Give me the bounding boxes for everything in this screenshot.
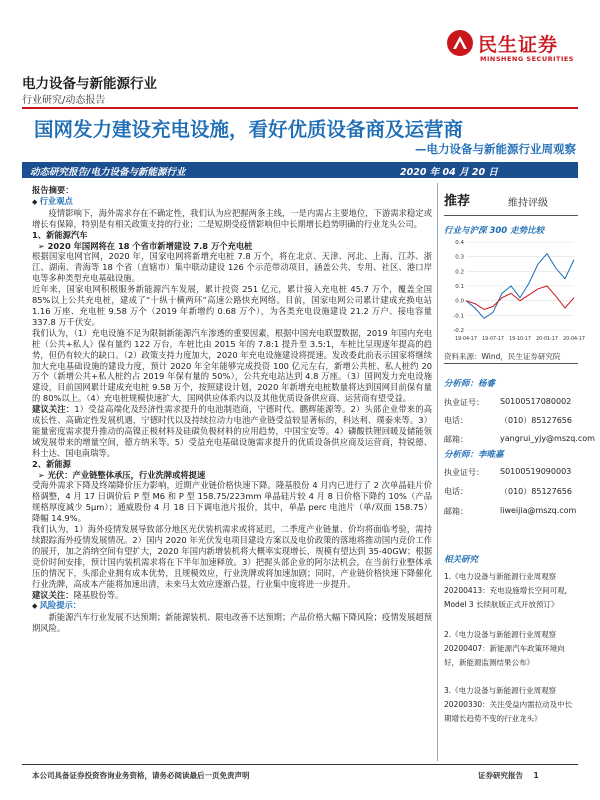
analyst-1-tel: 电话： （010）85127656 (444, 416, 572, 425)
chart-x-ticks (455, 336, 585, 342)
divider (444, 363, 578, 364)
analyst-2-title: 分析师：李唯嘉 (444, 450, 504, 460)
pv-paragraph-1: 受海外需求下降及终端降价压力影响，近期产业链价格快速下降。隆基股份 4 月内已进行了 2 次单晶硅片价格调整，4 月 17 日调价后 P 型 M6 和 P 型 158.75/223mm 单晶硅片较 4 月 8 日价格下降约 10%（产品规格厚度减少 5μm）；通威股份 4 月 18 日下调电池片报价，其中，单晶 perc 电池片（单/双面 158.75）降幅 14.9%。 (32, 480, 432, 524)
report-subtitle: —电力设备与新能源行业周观察 (415, 142, 576, 156)
band-date: 2020 年 04 月 20 日 (400, 167, 498, 178)
chart-x-tick-label: 19-10-17 (509, 337, 531, 342)
column-divider (437, 183, 438, 761)
industry-view-text: 疫情影响下，海外需求存在不确定性，我们认为应把握两条主线，一是内需占主要地位，下游需求稳定或增长有保障，特别是有相关政策支持的行业；二是短期受疫情影响但中长期增长趋势明确的行业龙头公司。 (32, 207, 432, 229)
pv-bullet: ➢ 光伏：产业链整体承压，行业洗牌或将提速 (37, 469, 206, 480)
divider (444, 215, 578, 216)
brand-name-en: MINSHENG SECURITIES (480, 55, 574, 63)
chart-y-tick-label: 0.1 (455, 284, 464, 290)
chart-y-ticks (453, 240, 464, 334)
minsheng-logo-icon (446, 29, 474, 57)
band-category: 动态研究报告/电力设备与新能源行业 (30, 167, 186, 178)
ev-paragraph-2: 近年来，国家电网积极服务新能源汽车发展，累计投资 251 亿元，累计接入充电桩 45.7 万个，覆盖全国 85%以上公共充电桩，建成了“十纵十横两环”高速公路快充网络。目前，国家电网公司累计建成充换电站 1.16 万座、充电桩 9.58 万个（2019 年新增约 0.68 万个），为各类充电设施建设 21.2 万户、接电容量 337.8 万千伏安。 (32, 284, 432, 327)
ev-paragraph-1: 根据国家电网官网，2020 年，国家电网将新增充电桩 7.8 万个，将在北京、天津、河北、上海、江苏、浙江、湖南、青海等 18 个省（直辖市）集中联动建设 126 个示范带动项目，涵盖公共、专用、社区、港口岸电等多种类型充电基础设施。 (32, 251, 432, 284)
industry-view-heading: ◆ 行业观点 (32, 195, 73, 206)
section-newenergy-heading: 2、新能源 (32, 458, 71, 469)
analyst-2-tel: 电话： （010）85127656 (444, 487, 572, 496)
trend-chart (444, 238, 585, 346)
brand-name-cn: 民生证券 (478, 34, 559, 56)
related-research-title: 相关研究 (444, 555, 479, 565)
arrow-bullet-icon: ➢ (37, 240, 48, 251)
chart-y-tick-label: 0.4 (455, 240, 464, 246)
risk-heading: ◆ 风险提示： (32, 600, 82, 611)
ev-recommend: 建议关注：1）受益高端化及经济性需求提升的电池制造商，宁德时代、鹏辉能源等。2）头部企业带来的高成长性、高确定性发展机遇，宁德时代以及持续拉动力电池产业链受益较显著标的，科达利、璞泰来等。3）能量密度需求提升推动的高镍正极材料及硅碳负极材料的应用趋势，中国宝安等。4）磷酸铁锂回暖及储能领域发展带来的增量空间，德方纳米等。5）受益充电基础设施需求提升的优质设备供应商及运营商，特锐德、科士达、国电南瑞等。 (32, 404, 432, 458)
arrow-bullet-icon: ➢ (37, 469, 48, 480)
recommendation: 推荐 (444, 194, 471, 209)
related-item-3[interactable]: 3.《电力设备与新能源行业周观察 20200330：关注受益内需拉动及中长期增长趋势不变的行业龙头》 (444, 686, 573, 723)
analyst-1-title: 分析师：杨睿 (444, 379, 496, 389)
chart-title: 行业与沪深 300 走势比较 (444, 226, 545, 236)
ev-bullet: ➢ 2020 年国网将在 18 个省市新增建设 7.8 万个充电桩 (37, 240, 253, 251)
analyst-1-email[interactable]: 邮箱： yangrui_yjy@mszq.com (444, 434, 595, 444)
analyst-2-cert: 执业证号： S0100519090003 (444, 467, 572, 477)
report-title: 国网发力建设充电设施，看好优质设备商及运营商 (34, 118, 464, 141)
footer-label: 证券研究报告 1 (478, 771, 539, 780)
ev-paragraph-3: 我们认为，（1）充电设施不足为限制新能源汽车渗透的重要因素，根据中国充电联盟数据，2019 年国内充电桩（公共+私人）保有量约 122 万台，车桩比由 2015 年的 7.8:1 提升至 3.5:1，车桩比呈现逐年提高的趋势，但仍有较大的缺口。（2）政策支持力度加大，2020 年充电设施建设将提速。发改委此前表示国家将继续加大充电基础设施的建设力度，预计 2020 年全年能够完成投资 100 亿元左右，新增公共桩、私人桩约 20 万个（新增公共+私人桩约占 2019 年保有量的 50%），公共充电站达到 4.8 万座。（3）国网发力充电设施建设，目前国网累计建成充电桩 9.58 万个，按照建设计划，2020 年新增充电桩数量将达到国网目前保有量的 80%以上。（4）充电桩规模快速扩大，国网供应体系内以及其他优质设备供应商、运营商有望受益。 (32, 327, 432, 404)
industry-label: 电力设备与新能源行业 (22, 76, 157, 92)
chart-y-tick-label: 0.2 (455, 269, 464, 276)
analyst-1-cert: 执业证号： S0100517080002 (444, 397, 572, 407)
summary-heading: 报告摘要： (32, 185, 74, 195)
pv-paragraph-2: 我们认为，1）海外疫情发展导致部分地区光伏装机需求或将延迟，二季度产业链量、价均将面临考验，需持续跟踪海外疫情发展情况。2）国内 2020 年光伏发电项目建设方案以及电价政策的落地将推动国内竞价工作的展开，加之消纳空间有望扩大，2020 年国内新增装机将大概率实现增长，规模有望达到 35-40GW；根据竞价时间安排，预计国内装机需求将在下半年加速释放。3）把握头部企业的阿尔法机会，在当前行业整体承压的情况下，头部企业拥有成本优势，且规模效应，行业洗牌或将加速加剧；同时，产业链价格快速下降催化行业洗牌，高成本产能将加速出清，未来马太效应逐渐凸显，行业集中度将进一步提升。 (32, 524, 432, 589)
chart-y-tick-label: 0.0 (455, 298, 464, 305)
summary-body (32, 185, 432, 760)
chart-source: 资料来源：Wind，民生证券研究院 (444, 352, 561, 361)
chart-y-tick-label: 0.3 (455, 254, 464, 261)
page-number: 1 (533, 771, 539, 780)
report-type: 行业研究/动态报告 (22, 95, 106, 106)
rating: 维持评级 (508, 198, 548, 209)
analyst-2-email[interactable]: 邮箱： liweijia@mszq.com (444, 506, 577, 516)
chart-x-tick-label: 20-01-17 (536, 337, 558, 342)
related-item-2[interactable]: 2.《电力设备与新能源行业周观察 20200407：新能源汽车政策环境向好，新能源监测结果公布》 (444, 630, 565, 667)
footer-disclaimer: 本公司具备证券投资咨询业务资格，请务必阅读最后一页免责声明 (32, 771, 250, 780)
pv-recommend: 建议关注：隆基股份等。 (32, 589, 124, 600)
chart-x-tick-label: 19-07-17 (482, 337, 504, 342)
diamond-bullet-icon: ◆ (32, 602, 40, 611)
chart-y-tick-label: -0.1 (453, 313, 464, 320)
chart-x-tick-label: 19-04-17 (455, 337, 477, 342)
section-ev-heading: 1、新能源汽车 (32, 229, 88, 240)
diamond-bullet-icon: ◆ (32, 197, 40, 206)
header-divider (22, 107, 578, 109)
chart-y-tick-label: -0.2 (453, 328, 464, 334)
risk-text: 新能源汽车行业发展不达预期；新能源装机、限电改善不达预期；产品价格大幅下降风险；疫情发展超预期风险。 (32, 612, 432, 634)
footer-divider (22, 764, 578, 765)
chart-x-tick-label: 20-04-17 (563, 337, 585, 342)
related-item-1[interactable]: 1.《电力设备与新能源行业周观察 20200413：充电设施增长空间可观，Model 3 长续航版正式开放预订》 (444, 572, 573, 609)
